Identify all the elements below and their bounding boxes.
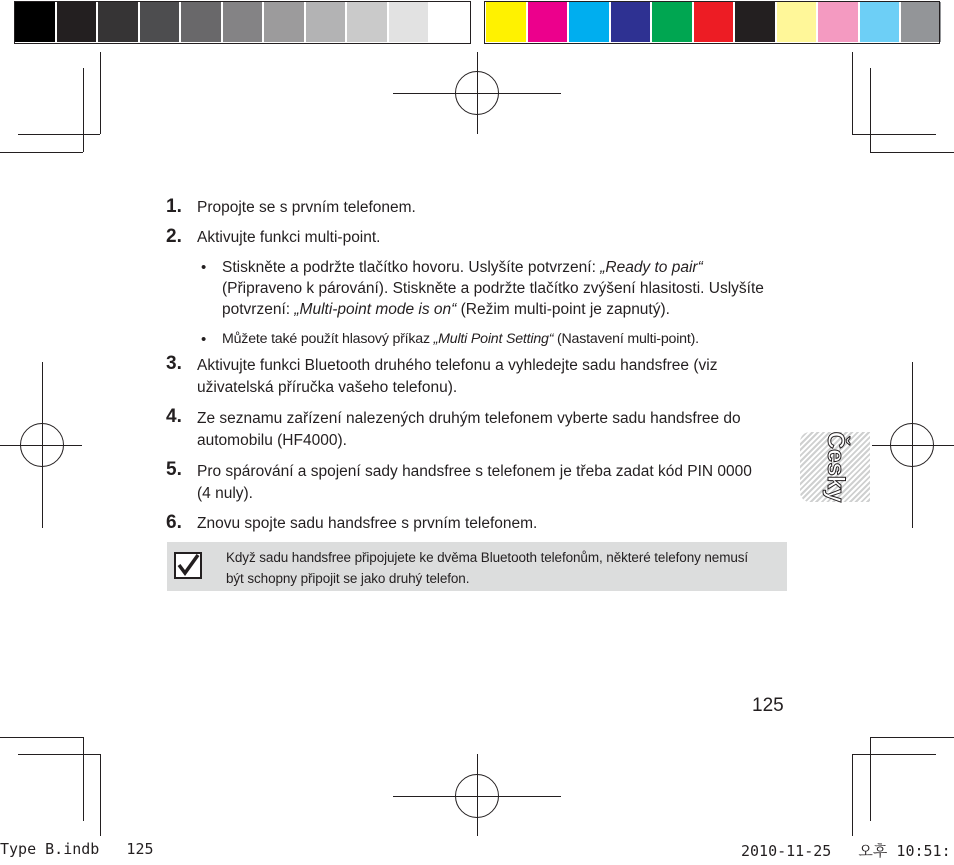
page-number: 125 bbox=[752, 695, 784, 716]
bullet-2-part1: Můžete také použít hlasový příkaz bbox=[222, 331, 434, 347]
bullet-1-part3: (Režim multi-point je zapnutý). bbox=[456, 301, 670, 318]
crop-mark-top-right-h2 bbox=[870, 152, 954, 153]
bullet-2-text bbox=[222, 329, 792, 350]
crop-mark-top-left-v2 bbox=[83, 68, 84, 152]
step-6-text: Znovu spojte sadu handsfree s prvním telefonem. bbox=[197, 515, 538, 532]
crop-mark-top-right-v bbox=[852, 52, 853, 134]
step-2-text: Aktivujte funkci multi-point. bbox=[197, 229, 381, 246]
step-2-number: 2. bbox=[166, 226, 182, 247]
color-bar-frame bbox=[484, 1, 940, 44]
crop-mark-bottom-left-v2 bbox=[83, 737, 84, 821]
crop-mark-bottom-left-v bbox=[100, 754, 101, 836]
step-4-number: 4. bbox=[166, 406, 182, 427]
language-tab-label: Česky bbox=[822, 431, 849, 503]
crop-mark-top-left-h2 bbox=[0, 152, 83, 153]
grayscale-bar-frame bbox=[14, 1, 471, 44]
step-6-number: 6. bbox=[166, 512, 182, 533]
bullet-1-part2: (Připraveno k párování). Stiskněte a podržte tlačítko zvýšení hlasitosti. Uslyšíte potvrzení: bbox=[222, 280, 764, 318]
bullet-1-text bbox=[222, 257, 787, 320]
registration-mark-bottom-v bbox=[477, 754, 478, 836]
checkmark-icon bbox=[174, 552, 202, 579]
step-4-text: Ze seznamu zařízení nalezených druhým telefonem vyberte sadu handsfree do automobilu (HF4000). bbox=[197, 410, 741, 449]
bullet-2-part2: (Nastavení multi-point). bbox=[553, 331, 699, 347]
step-3-text: Aktivujte funkci Bluetooth druhého telefonu a vyhledejte sadu handsfree (viz uživatelská příručka vašeho telefonu). bbox=[197, 357, 718, 396]
step-1-number: 1. bbox=[166, 196, 182, 217]
crop-mark-bottom-left-h bbox=[18, 754, 100, 755]
bullet-1-italic1: „Ready to pair“ bbox=[600, 259, 703, 276]
slug-timestamp: 2010-11-25 오후 10:51: bbox=[741, 842, 951, 860]
registration-mark-left-h bbox=[0, 445, 82, 446]
step-3-number: 3. bbox=[166, 353, 182, 374]
registration-mark-right-v bbox=[912, 362, 913, 528]
step-5-text: Pro spárování a spojení sady handsfree s telefonem je třeba zadat kód PIN 0000 (4 nuly). bbox=[197, 463, 752, 502]
crop-mark-top-left-v bbox=[100, 52, 101, 134]
crop-mark-bottom-right-h2 bbox=[870, 737, 954, 738]
bullet-1-italic2: „Multi-point mode is on“ bbox=[294, 301, 457, 318]
registration-mark-right-h bbox=[872, 445, 954, 446]
crop-mark-top-right-v2 bbox=[870, 68, 871, 152]
crop-mark-bottom-right-v bbox=[852, 754, 853, 836]
registration-mark-top-v bbox=[477, 52, 478, 134]
crop-mark-top-right-h bbox=[852, 134, 936, 135]
step-1-text: Propojte se s prvním telefonem. bbox=[197, 199, 416, 216]
bullet-2-dot: • bbox=[201, 331, 207, 348]
registration-mark-left-v bbox=[42, 362, 43, 528]
step-5-number: 5. bbox=[166, 459, 182, 480]
bullet-1-dot: • bbox=[201, 259, 207, 276]
slug-file-info: Type B.indb 125 bbox=[0, 840, 154, 858]
note-text: Když sadu handsfree připojujete ke dvěma Bluetooth telefonům, některé telefony nemusí být schopny připojit se jako druhý telefon. bbox=[226, 550, 749, 586]
bullet-1-part1: Stiskněte a podržte tlačítko hovoru. Uslyšíte potvrzení: bbox=[222, 259, 601, 276]
crop-mark-top-left-h bbox=[18, 134, 100, 135]
crop-mark-bottom-right-v2 bbox=[870, 737, 871, 821]
crop-mark-bottom-right-h bbox=[852, 754, 936, 755]
bullet-2-italic1: „Multi Point Setting“ bbox=[433, 331, 554, 347]
crop-mark-bottom-left-h2 bbox=[0, 737, 83, 738]
